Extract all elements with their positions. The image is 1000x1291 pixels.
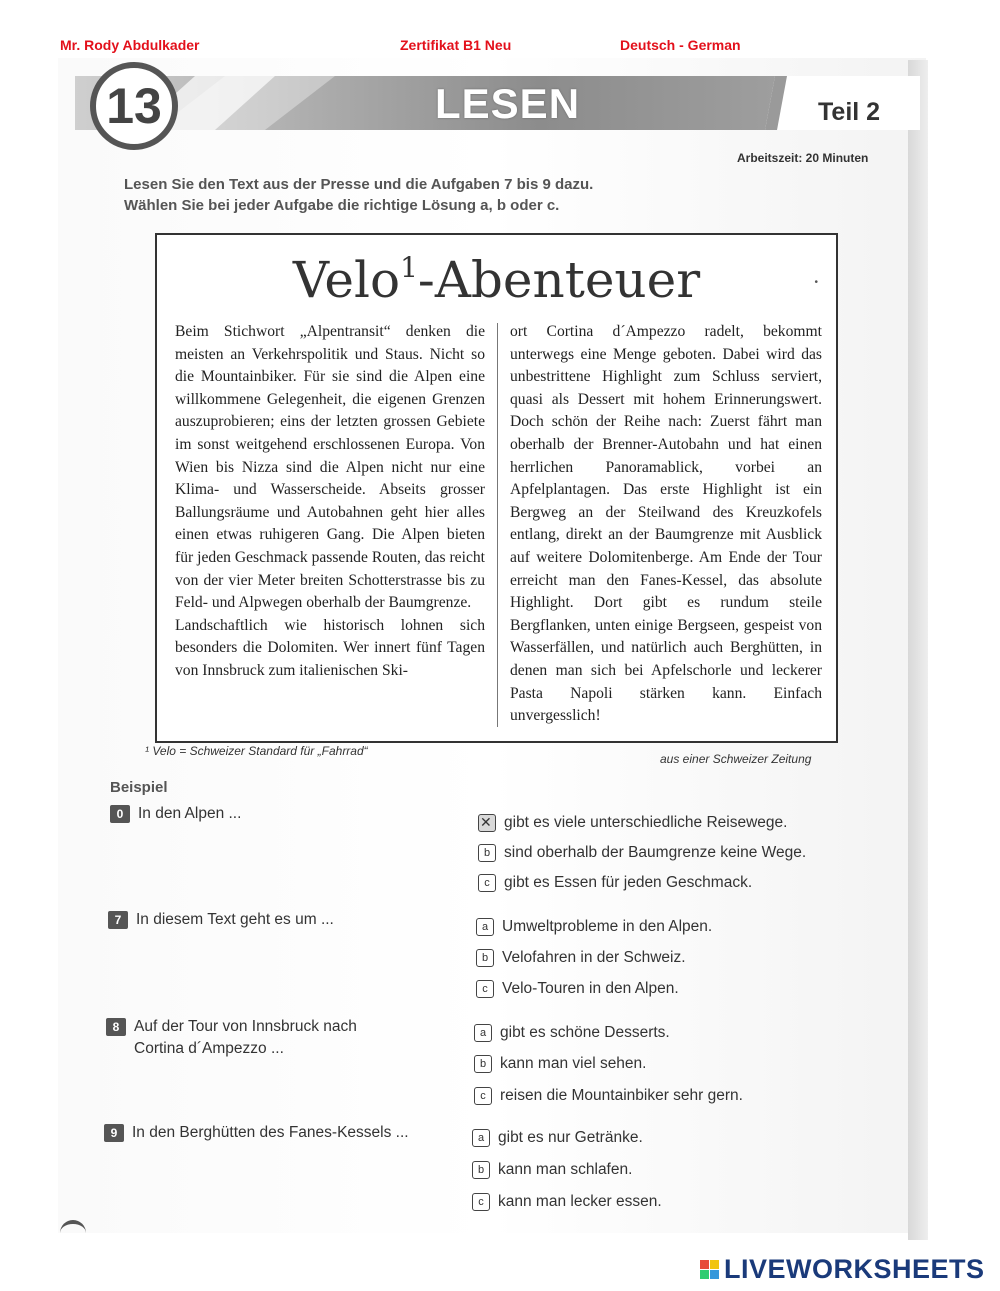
question-8 <box>106 1016 357 1060</box>
article-paragraph: Beim Stichwort „Alpentransit“ denken die meisten an Verkehrspolitik und Staus. Nicht so die Mountainbiker. Für sie sind die Alpen eine willkommene Gelegenheit, die eigenen Grenzen auszuprobieren; eins der letzten grossen Gebiete im sonst weitgehend erschlossenen Europa. Von Wien bis Nizza sind die Alpen nicht nur eine Klima- und Wasserscheide. Abseits grosser Ballungsräume und Autobahnen geht hier alles einen etwas ruhigeren Gang. Die Alpen bieten für jeden Geschmack passende Routen, das reicht von der vier Meter breiten Schotterstrasse bis zu Feld- und Alpwegen oberhalb der Baumgrenze. <box>175 323 485 612</box>
article-source: aus einer Schweizer Zeitung <box>660 752 812 766</box>
option-text: Velofahren in der Schweiz. <box>502 949 686 966</box>
question-9 <box>104 1122 409 1144</box>
question-text: In den Alpen ... <box>138 805 242 822</box>
option-7a[interactable] <box>476 918 712 936</box>
option-text: Umweltprobleme in den Alpen. <box>502 918 713 935</box>
article-column-right <box>510 321 822 728</box>
question-0 <box>110 803 241 825</box>
article-column-left <box>175 321 485 683</box>
option-text: kann man viel sehen. <box>500 1055 647 1072</box>
liveworksheets-wordmark: LIVEWORKSHEETS <box>724 1254 985 1284</box>
option-text: gibt es schöne Desserts. <box>500 1024 670 1041</box>
option-letter-box[interactable]: b <box>478 844 496 862</box>
liveworksheets-grid-icon <box>700 1260 719 1279</box>
section-title: LESEN <box>435 80 581 127</box>
option-9a[interactable] <box>472 1129 643 1147</box>
question-number: 0 <box>110 805 130 823</box>
exam-title: Zertifikat B1 Neu <box>400 37 512 53</box>
question-7 <box>108 909 334 931</box>
option-text: gibt es viele unterschiedliche Reisewege. <box>504 814 788 831</box>
language-label: Deutsch - German <box>620 37 741 53</box>
example-label: Beispiel <box>110 779 168 796</box>
part-label: Teil 2 <box>818 98 881 126</box>
option-letter-box[interactable]: a <box>474 1024 492 1042</box>
option-text: sind oberhalb der Baumgrenze keine Wege. <box>504 844 807 861</box>
question-text: Auf der Tour von Innsbruck nach Cortina d´Ampezzo ... <box>134 1018 357 1057</box>
footnote: ¹ Velo = Schweizer Standard für „Fahrrad“ <box>145 744 368 758</box>
option-letter-box[interactable]: b <box>474 1055 492 1073</box>
option-8c[interactable] <box>474 1087 743 1105</box>
option-9b[interactable] <box>472 1161 632 1179</box>
option-text: kann man schlafen. <box>498 1161 633 1178</box>
instruction-line: Wählen Sie bei jeder Aufgabe die richtige Lösung a, b oder c. <box>124 197 560 214</box>
option-7b[interactable] <box>476 949 686 967</box>
article-title: Velo$^1$-Abenteuer <box>292 251 701 309</box>
option-letter-box[interactable]: c <box>472 1193 490 1211</box>
option-0a[interactable] <box>478 814 787 832</box>
print-mark: • <box>814 277 818 288</box>
option-letter-box[interactable]: a <box>476 918 494 936</box>
option-0b[interactable] <box>478 844 806 862</box>
instruction-line: Lesen Sie den Text aus der Presse und die Aufgaben 7 bis 9 dazu. <box>124 176 594 193</box>
option-8a[interactable] <box>474 1024 670 1042</box>
question-text: In diesem Text geht es um ... <box>136 911 334 928</box>
option-letter-box[interactable]: b <box>476 949 494 967</box>
option-7c[interactable] <box>476 980 679 998</box>
option-text: reisen die Mountainbiker sehr gern. <box>500 1087 743 1104</box>
checked-checkbox-icon[interactable] <box>478 814 496 832</box>
option-text: gibt es Essen für jeden Geschmack. <box>504 874 753 891</box>
option-letter-box[interactable]: b <box>472 1161 490 1179</box>
question-number: 8 <box>106 1018 126 1036</box>
article-paragraph: Landschaftlich wie historisch lohnen sich besonders die Dolomiten. Wer innert fünf Tagen von Innsbruck zum italienischen Ski- <box>175 616 485 679</box>
page-edge-shadow <box>908 60 928 1240</box>
option-text: gibt es nur Getränke. <box>498 1129 643 1146</box>
question-number: 7 <box>108 911 128 929</box>
instructions <box>124 174 593 216</box>
option-letter-box[interactable]: c <box>474 1087 492 1105</box>
option-letter-box[interactable]: a <box>472 1129 490 1147</box>
newspaper-article <box>155 233 838 743</box>
section-number-badge: 13 <box>90 62 178 150</box>
option-letter-box[interactable]: c <box>478 874 496 892</box>
option-letter-box[interactable]: c <box>476 980 494 998</box>
author-name: Mr. Rody Abdulkader <box>60 37 200 53</box>
work-time: Arbeitszeit: 20 Minuten <box>737 151 869 165</box>
column-divider <box>497 323 498 727</box>
liveworksheets-logo[interactable] <box>700 1254 985 1285</box>
option-8b[interactable] <box>474 1055 646 1073</box>
question-text: In den Berghütten des Fanes-Kessels ... <box>132 1124 409 1141</box>
question-number: 9 <box>104 1124 124 1142</box>
option-9c[interactable] <box>472 1193 662 1211</box>
option-text: Velo-Touren in den Alpen. <box>502 980 679 997</box>
article-paragraph: ort Cortina d´Ampezzo radelt, bekommt unterwegs eine Menge geboten. Dabei wird das unbestrittene Highlight zum Schluss serviert, quasi als Dessert mit hohem Erinnerungswert. Doch schön der Reihe nach: Zuerst fährt man oberhalb der Brenner-Autobahn und hat einen herrlichen Panoramablick, vorbei an Apfelplantagen. Das erste Highlight ist ein Bergweg an der Steilwand des Kreuzkofels entlang, direkt an der Baumgrenze mit Ausblick auf weitere Dolomitenberge. Am Ende der Tour erreicht man den Fanes-Kessel, das absolute Highlight. Dort gibt es rundum steile Bergflanken, unten einige Bergseen, gespeist von Wasserfällen, und natürlich auch Berghütten, in denen man sich bei Apfelschorle und leckerer Pasta Napoli stärken kann. Einfach unvergesslich! <box>510 323 822 725</box>
option-0c[interactable] <box>478 874 752 892</box>
option-text: kann man lecker essen. <box>498 1193 662 1210</box>
